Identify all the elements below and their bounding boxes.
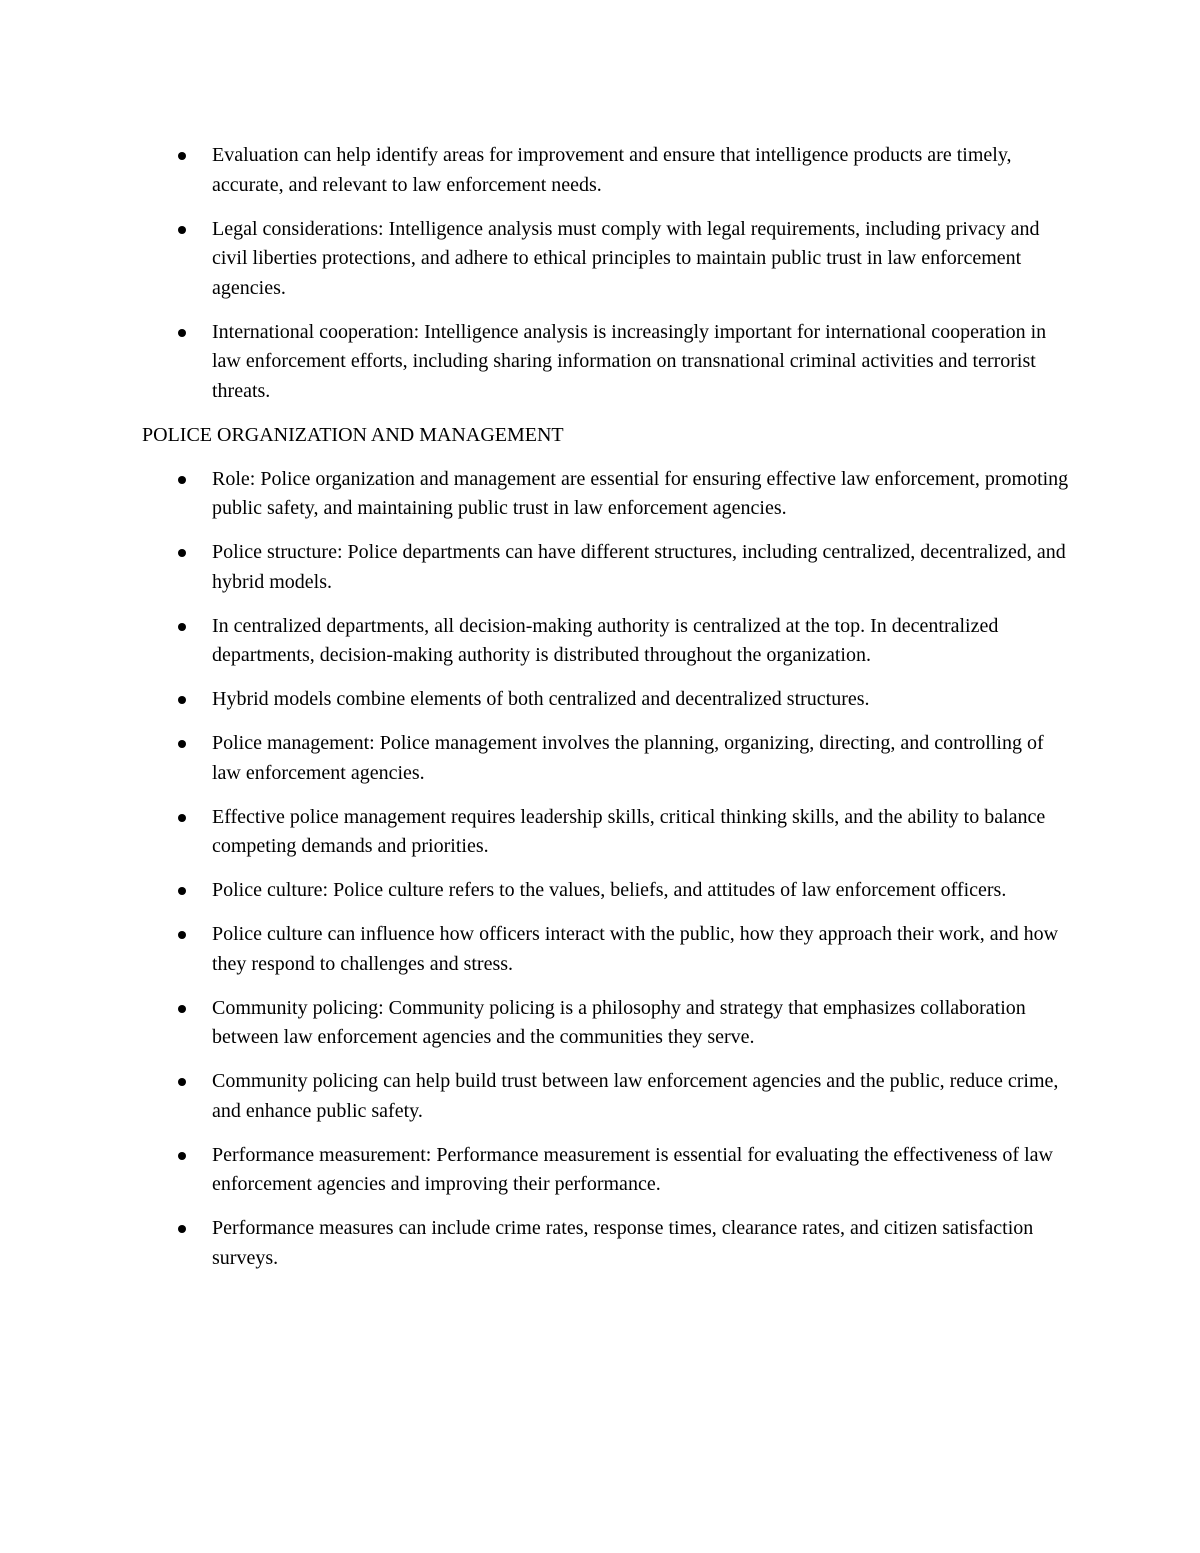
list-item-text: Hybrid models combine elements of both centralized and decentralized structures. [212, 688, 870, 710]
bullet-icon [178, 329, 186, 337]
list-item-text: Police culture can influence how officers interact with the public, how they approach their work, and how they respond to challenges and stress. [212, 923, 1059, 975]
list-item-text: Police structure: Police departments can have different structures, including centralized, decentralized, and hybrid models. [212, 541, 1066, 593]
bullet-icon [178, 814, 186, 822]
bullet-icon [178, 549, 186, 557]
section-heading: POLICE ORGANIZATION AND MANAGEMENT [142, 423, 564, 446]
list-item-text: Legal considerations: Intelligence analysis must comply with legal requirements, including privacy and civil liberties protections, and adhere to ethical principles to maintain public trust in law enforcement agencies. [212, 217, 1040, 299]
bullet-icon [178, 1005, 186, 1013]
bullet-icon [178, 476, 186, 484]
list-item [142, 612, 1072, 671]
list-item-text: Performance measurement: Performance measurement is essential for evaluating the effectiveness of law enforcement agencies and improving their performance. [212, 1143, 1053, 1195]
list-item-text: International cooperation: Intelligence analysis is increasingly important for international cooperation in law enforcement efforts, including sharing information on transnational criminal activities and terrorist threats. [212, 320, 1047, 402]
bullet-icon [178, 1078, 186, 1086]
list-item [142, 803, 1072, 862]
bullet-icon [178, 740, 186, 748]
list-item-text: Performance measures can include crime rates, response times, clearance rates, and citizen satisfaction surveys. [212, 1217, 1034, 1269]
bullet-icon [178, 152, 186, 160]
list-item-text: Community policing: Community policing is a philosophy and strategy that emphasizes collaboration between law enforcement agencies and the communities they serve. [212, 996, 1026, 1048]
bullet-icon [178, 696, 186, 704]
list-item [142, 1214, 1072, 1273]
list-item-text: Evaluation can help identify areas for improvement and ensure that intelligence products are timely, accurate, and relevant to law enforcement needs. [212, 144, 1012, 196]
document-body [142, 141, 1072, 1288]
list-item-text: Effective police management requires leadership skills, critical thinking skills, and the ability to balance competing demands and priorities. [212, 805, 1046, 857]
list-item [142, 215, 1072, 304]
section-bullet-list [142, 465, 1072, 1274]
bullet-icon [178, 623, 186, 631]
intro-bullet-list [142, 141, 1072, 406]
bullet-icon [178, 1152, 186, 1160]
list-item-text: In centralized departments, all decision-making authority is centralized at the top. In decentralized departments, decision-making authority is distributed throughout the organization. [212, 614, 999, 666]
list-item [142, 920, 1072, 979]
list-item [142, 729, 1072, 788]
bullet-icon [178, 226, 186, 234]
list-item-text: Police culture: Police culture refers to the values, beliefs, and attitudes of law enforcement officers. [212, 879, 1007, 901]
list-item-text: Role: Police organization and management are essential for ensuring effective law enforcement, promoting public safety, and maintaining public trust in law enforcement agencies. [212, 467, 1069, 519]
list-item-text: Police management: Police management involves the planning, organizing, directing, and controlling of law enforcement agencies. [212, 732, 1044, 784]
list-item [142, 1067, 1072, 1126]
bullet-icon [178, 1225, 186, 1233]
bullet-icon [178, 887, 186, 895]
bullet-icon [178, 931, 186, 939]
list-item [142, 318, 1072, 407]
list-item [142, 1141, 1072, 1200]
list-item [142, 994, 1072, 1053]
list-item-text: Community policing can help build trust between law enforcement agencies and the public, reduce crime, and enhance public safety. [212, 1070, 1059, 1122]
list-item [142, 465, 1072, 524]
list-item [142, 876, 1072, 906]
list-item [142, 538, 1072, 597]
list-item [142, 685, 1072, 715]
list-item [142, 141, 1072, 200]
